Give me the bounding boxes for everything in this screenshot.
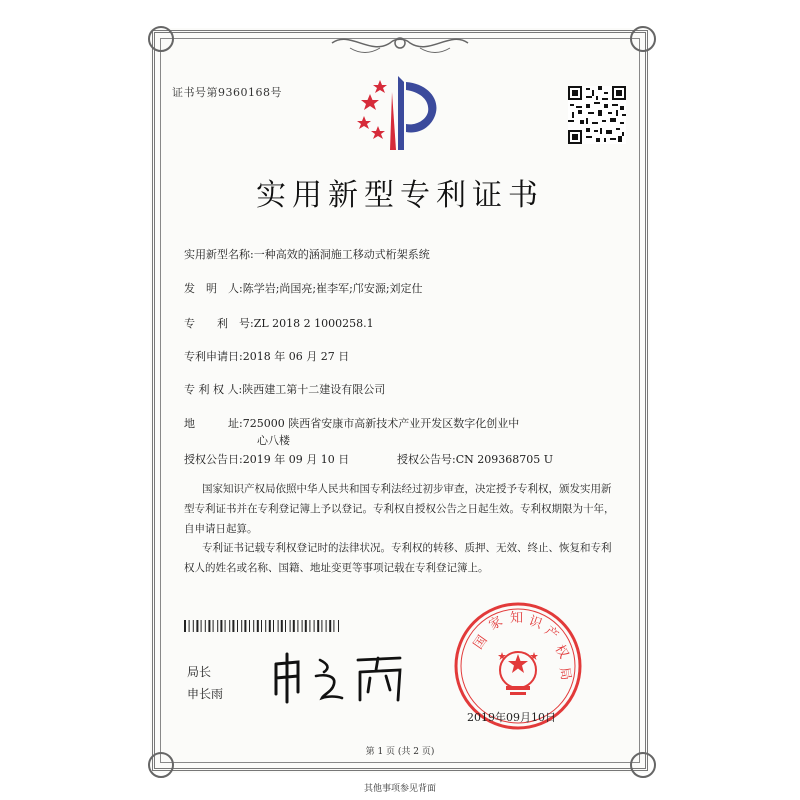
svg-text:权: 权: [551, 642, 572, 662]
barcode-bar: [220, 620, 222, 632]
field-value: 725000 陕西省安康市高新技术产业开发区数字化创业中: [242, 417, 520, 430]
corner-ornament-top-right: [630, 26, 656, 52]
field-value: ZL 2018 2 1000258.1: [253, 317, 374, 330]
barcode-bar: [290, 620, 291, 632]
barcode-bar: [241, 620, 242, 632]
barcode-bar: [189, 620, 190, 632]
certificate-title: 实用新型专利证书: [256, 178, 544, 213]
svg-text:局: 局: [556, 666, 574, 682]
barcode-bar: [201, 620, 202, 632]
field-filing-date: [184, 348, 349, 364]
svg-text:识: 识: [526, 613, 544, 633]
barcode-bar: [257, 620, 259, 632]
barcode-bar: [285, 620, 286, 632]
signatory-name: 申长雨: [187, 687, 224, 701]
field-grant-number: [397, 451, 553, 467]
field-value: 陕西建工第十二建设有限公司: [242, 383, 386, 396]
barcode-bar: [278, 620, 279, 632]
field-label: 授权公告号:: [397, 453, 456, 466]
field-label: 专 利 号:: [184, 317, 254, 330]
field-label: 地 址:: [184, 417, 243, 430]
barcode-bar: [237, 620, 238, 632]
field-address: [184, 415, 519, 431]
svg-text:知: 知: [510, 611, 524, 626]
barcode-bar: [305, 620, 307, 632]
barcode-bar: [225, 620, 226, 632]
barcode-bar: [329, 620, 331, 632]
field-label: 专利申请日:: [184, 350, 243, 363]
cnipa-emblem-icon: [350, 72, 450, 154]
grant-statement-paragraph: 国家知识产权局依照中华人民共和国专利法经过初步审查，决定授予专利权，颁发实用新型专利证书并在专利登记簿上予以登记。专利权自授权公告之日起生效。专利权期限为十年，自申请日起算。: [184, 483, 615, 535]
barcode-bar: [293, 620, 295, 632]
barcode-bar: [184, 620, 186, 632]
barcode-bar: [253, 620, 254, 632]
barcode-bar: [217, 620, 218, 632]
field-patent-number: [184, 315, 374, 331]
barcode-bar: [193, 620, 194, 632]
barcode-bar: [273, 620, 274, 632]
field-label: 授权公告日:: [184, 453, 243, 466]
barcode-bar: [244, 620, 246, 632]
field-label: 专 利 权 人:: [184, 383, 243, 396]
barcode-bar: [249, 620, 250, 632]
barcode-bar: [208, 620, 210, 632]
top-border-ornament: [330, 30, 470, 56]
barcode-bar: [229, 620, 230, 632]
page-number: 第 1 页 (共 2 页): [365, 747, 435, 757]
barcode-bar: [321, 620, 322, 632]
barcode-bar: [205, 620, 206, 632]
seal-date: 2019年09月10日: [467, 711, 556, 724]
barcode-bar: [269, 620, 271, 632]
svg-text:家: 家: [486, 613, 506, 634]
barcode-bar: [338, 620, 339, 632]
handwritten-signature: [268, 646, 418, 706]
field-address-line2: 心八楼: [257, 434, 290, 447]
barcode-bar: [326, 620, 327, 632]
corner-ornament-top-left: [148, 26, 174, 52]
barcode-bar: [297, 620, 298, 632]
footer-note: 其他事项参见背面: [363, 784, 436, 794]
barcode-bar: [213, 620, 214, 632]
field-utility-model-name: [184, 246, 430, 262]
field-patentee: [184, 381, 385, 397]
field-inventor: [184, 280, 423, 296]
field-label: 实用新型名称:: [184, 248, 254, 261]
field-value: 2018 年 06 月 27 日: [242, 350, 350, 363]
barcode-bar: [261, 620, 262, 632]
barcode-bar: [302, 620, 303, 632]
barcode-bar: [196, 620, 198, 632]
barcode-bar: [265, 620, 266, 632]
barcode-bar: [317, 620, 319, 632]
barcode-bar: [281, 620, 283, 632]
barcode-bar: [333, 620, 334, 632]
certificate-number: 证书号第9360168号: [172, 86, 282, 99]
field-value: 一种高效的涵洞施工移动式桁架系统: [253, 248, 430, 261]
field-grant-date: [184, 451, 349, 467]
legal-status-paragraph: 专利证书记载专利权登记时的法律状况。专利权的转移、质押、无效、终止、恢复和专利权人的姓名或名称、国籍、地址变更等事项记载在专利登记簿上。: [184, 542, 612, 574]
signatory-title: 局长: [187, 665, 212, 679]
svg-text:产: 产: [541, 623, 562, 644]
field-label: 发 明 人:: [184, 282, 243, 295]
field-value: 陈学岩;尚国亮;崔李军;邝安源;刘定仕: [242, 282, 423, 295]
field-value: CN 209368705 U: [455, 453, 554, 466]
barcode-bar: [309, 620, 310, 632]
svg-text:国: 国: [470, 633, 491, 653]
qr-code: [568, 86, 626, 144]
barcode-bar: [314, 620, 315, 632]
field-value: 2019 年 09 月 10 日: [242, 453, 350, 466]
barcode: [184, 620, 342, 632]
barcode-bar: [232, 620, 234, 632]
